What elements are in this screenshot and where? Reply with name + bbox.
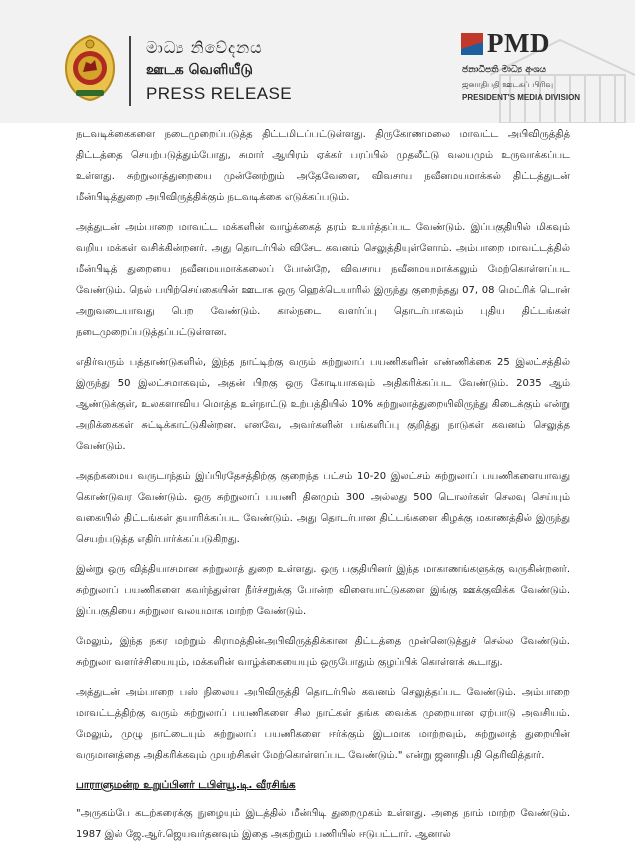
paragraph: எதிர்வரும் பத்தாண்டுகளில், இந்த நாட்டிற்கு வரும் சுற்றுலாப் பயணிகளின் எண்ணிக்கை 25 இலட்சத்தில் இருந்து 50 இலட்சமாகவும், அதன் பிறகு ஒரு கோடியாகவும் அதிகரிக்கப்பட வேண்டும். 2035 ஆம் ஆண்டுக்குள், உலகளாவிய மொத்த உள்நாட்டு உற்பத்தியில் 10% சுற்றுலாத்துறையிலிருந்து கிடைக்கும் என்று அறிக்கைகள் சுட்டிக்காட்டுகின்றன. எனவே, அவர்களின் பங்களிப்பு குறித்து நாடுகள் கவனம் செலுத்த வேண்டும். (76, 357, 571, 452)
paragraph: அத்துடன் அம்பாறை பஸ் நிலைய அபிவிருத்தி தொடர்பில் கவனம் செலுத்தப்பட வேண்டும். அம்பாறை மாவட்டத்திற்கு வரும் சுற்றுலாப் பயணிகளை சில நாட்கள் தங்க வைக்க முறையான ஏற்பாடு அவசியம். மேலும், முழு நாட்டையும் சுற்றுலாப் பயணிகளை ஈர்க்கும் இடமாக மாற்றவும், சுற்றுலாத் துறையின் வருமானத்தை அதிகரிக்கவும் முயற்சிகள் மேற்கொள்ளப்பட வேண்டும்." என்று ஜனாதிபதி தெரிவித்தார். (76, 687, 570, 761)
sri-lanka-emblem-icon (58, 34, 122, 102)
speaker-subheading: பாராளுமன்ற உறுப்பினர் டபிள்யூ.டி. வீரசிங்க (76, 779, 296, 791)
pmd-tamil: ஜனாதிபதி ஊடகப் பிரிவு (462, 80, 553, 89)
pmd-english: PRESIDENT'S MEDIA DIVISION (462, 93, 581, 102)
header-divider (129, 36, 131, 106)
quote-paragraph: "அருகம்பே கடற்கரைக்கு நுழையும் இடத்தில் மீன்பிடி துறைமுகம் உள்ளது. அதை நாம் மாற்ற வேண்டும். 1987 இல் ஜே.ஆர்.ஜெயவர்தனவும் இதை அகற்றும் பணியில் ஈடுபட்டார். ஆனால் (76, 808, 570, 840)
paragraph: இன்று ஒரு வித்தியாசமான சுற்றுலாத் துறை உள்ளது. ஒரு பகுதியினர் இந்த மாகாணங்களுக்கு வருகின்றனர். சுற்றுலாப் பயணிகளை கவர்ந்துள்ள நீர்ச்சறுக்கு போன்ற விளையாட்டுகளை இங்கு ஊக்குவிக்க வேண்டும். இப்பகுதியை சுற்றுலா வலயமாக மாற்ற வேண்டும். (76, 564, 570, 617)
paragraph: நடவடிக்கைகளை நடைமுறைப்படுத்த திட்டமிடப்பட்டுள்ளது. திருகோணமலை மாவட்ட அபிவிருத்தித் திட்டத்தை செயற்படுத்தும்போது, சுமார் ஆயிரம் ஏக்கர் பரப்பில் முதலீட்டு வலயமும் உருவாக்கப்பட உள்ளது. சுற்றுலாத்துறையை முன்னேற்றும் அதேவேளை, விவசாய நவீனமயமாக்கல் திட்டத்துடன் மீன்பிடித்துறை அபிவிருத்திக்கும் நடவடிக்கை எடுக்கப்படும். (76, 129, 570, 203)
paragraph: அதற்கமைய வருடாந்தம் இப்பிரதேசத்திற்கு குறைந்த பட்சம் 10-20 இலட்சம் சுற்றுலாப் பயணிகளையாவது கொண்டுவர வேண்டும். ஒரு சுற்றுலாப் பயணி தினமும் 300 அல்லது 500 டொலர்கள் செலவு செய்யும் வகையில் திட்டங்கள் தயாரிக்கப்பட வேண்டும். அது தொடர்பான திட்டங்களை கிழக்கு மகாணத்தில் இருந்து செயற்படுத்த எதிர்பார்க்கப்படுகிறது. (76, 471, 570, 545)
title-tamil: ஊடக வெளியீடு (146, 62, 253, 78)
title-english: PRESS RELEASE (146, 84, 292, 103)
page-header (0, 0, 635, 123)
pmd-brand: PMD (487, 28, 550, 58)
paragraph: அத்துடன் அம்பாறை மாவட்ட மக்களின் வாழ்க்கைத் தரம் உயர்த்தப்பட வேண்டும். இப்பகுதியில் மிகவும் வறிய மக்கள் வசிக்கின்றனர். அது தொடர்பில் விசேட கவனம் செலுத்தியுள்ளோம். அம்பாறை மாவட்டத்தில் மீன்பிடித் துறையை நவீனமயமாக்கலைப் போன்றே, விவசாய நவீனமயமாக்கலும் மேற்கொள்ளப்பட வேண்டும். நெல் பயிற்செய்கையின் ஊடாக ஒரு ஹெக்டெயாரில் இருந்து குறைந்தது 07, 08 மெட்ரிக் டொன் அறுவடையாவது பெற வேண்டும். கால்நடை வளர்ப்பு தொடர்பாகவும் புதிய திட்டங்கள் நடைமுறைப்படுத்தப்பட்டுள்ளன. (76, 222, 570, 338)
pmd-logo-icon (461, 33, 483, 55)
title-sinhala: මාධ්‍ය නිවේදනය (146, 38, 263, 57)
article-body (76, 124, 570, 854)
paragraph: மேலும், இந்த நகர மற்றும் கிராமத்தின்அபிவிருத்திக்கான திட்டத்தை முன்னெடுத்துச் செல்ல வேண்டும். சுற்றுலா வளர்ச்சியையும், மக்களின் வாழ்க்கையையும் ஒருபோதும் குழப்பிக் கொள்ளக் கூடாது. (76, 636, 570, 668)
pmd-sinhala: ජනාධිපති මාධ්‍ය අංශය (462, 65, 547, 75)
